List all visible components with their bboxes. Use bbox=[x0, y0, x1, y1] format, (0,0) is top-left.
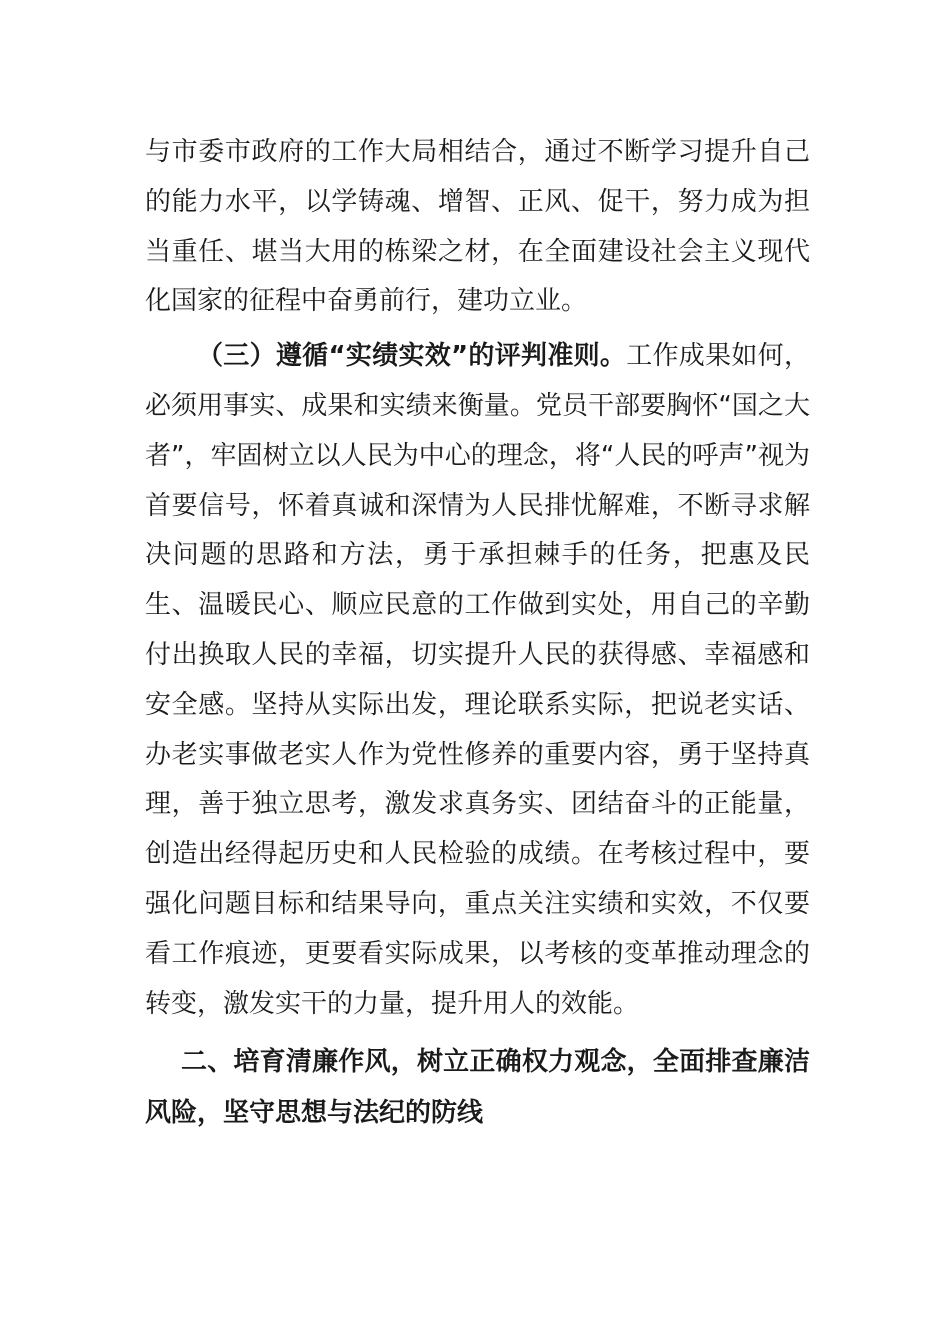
paragraph-continuation: 与市委市政府的工作大局相结合，通过不断学习提升自己的能力水平，以学铸魂、增智、正风、促干，努力成为担当重任、堪当大用的栋梁之材，在全面建设社会主义现代化国家的征程中奋勇前行，建功立业。 bbox=[145, 137, 810, 317]
section-heading: 二、培育清廉作风，树立正确权力观念，全面排查廉洁风险，坚守思想与法纪的防线 bbox=[145, 1047, 810, 1129]
document-page bbox=[145, 128, 810, 1139]
paragraph-criteria-body: 工作成果如何，必须用事实、成果和实绩来衡量。党员干部要胸怀“国之大者”，牢固树立以人民为中心的理念，将“人民的呼声”视为首要信号，怀着真诚和深情为人民排忧解难，不断寻求解决问题的思路和方法，勇于承担棘手的任务，把惠及民生、温暖民心、顺应民意的工作做到实处，用自己的辛勤付出换取人民的幸福，切实提升人民的获得感、幸福感和安全感。坚持从实际出发，理论联系实际，把说老实话、办老实事做老实人作为党性修养的重要内容，勇于坚持真理，善于独立思考，激发求真务实、团结奋斗的正能量，创造出经得起历史和人民检验的成绩。在考核过程中，要强化问题目标和结果导向，重点关注实绩和实效，不仅要看工作痕迹，更要看实际成果，以考核的变革推动理念的转变，激发实干的力量，提升用人的效能。 bbox=[145, 341, 810, 1019]
paragraph-criteria bbox=[145, 332, 810, 1029]
section-gap bbox=[145, 1029, 810, 1037]
paragraph-criteria-heading: （三）遵循“实绩实效”的评判准则。 bbox=[197, 341, 627, 372]
